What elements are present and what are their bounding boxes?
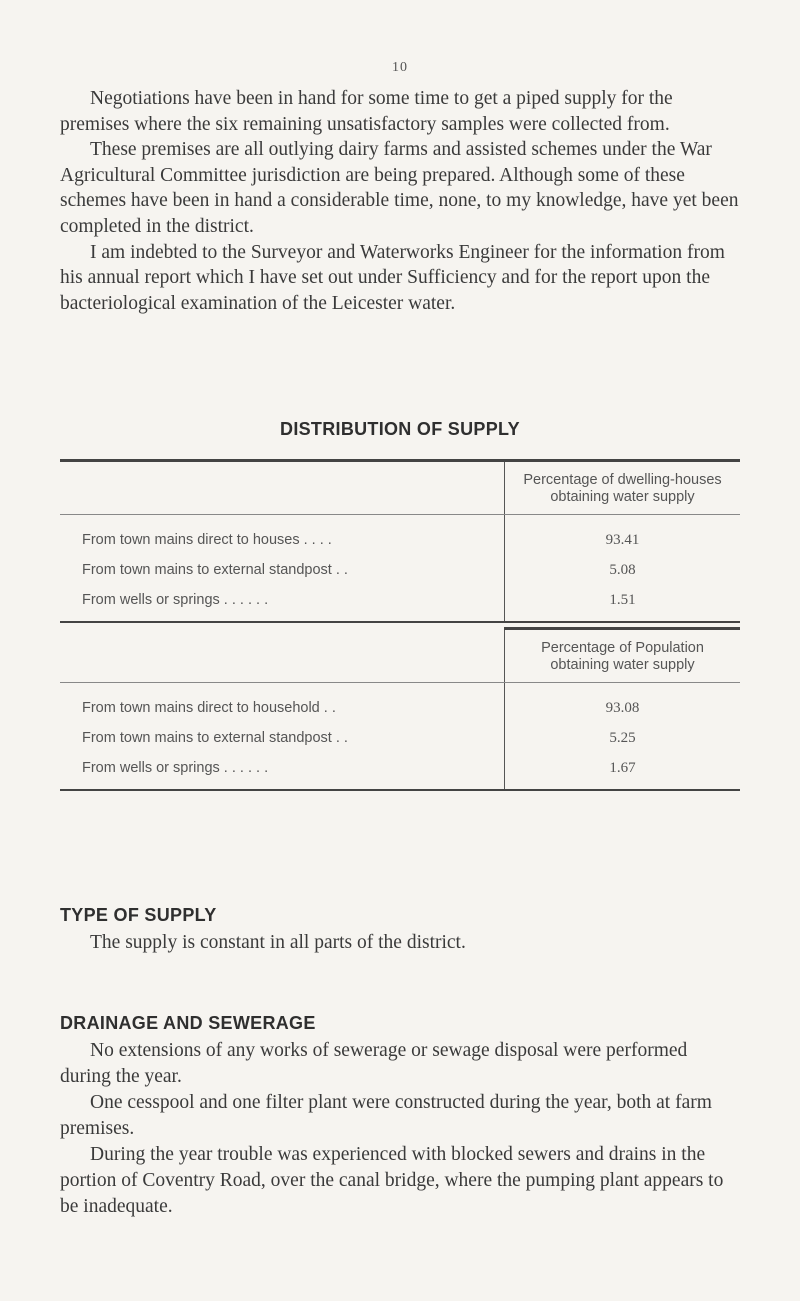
drainage-paragraph: One cesspool and one filter plant were constructed during the year, both at farm premises.: [60, 1092, 712, 1139]
dwellings-table: [60, 459, 740, 623]
row-value: 1.51: [505, 585, 741, 622]
dwellings-header: Percentage of dwelling-houses obtaining water supply: [505, 461, 741, 515]
table-row: [60, 683, 740, 724]
row-label: From wells or springs . . . . . .: [82, 760, 269, 776]
row-value: 93.08: [505, 683, 741, 724]
drainage-paragraph: No extensions of any works of sewerage or sewage disposal were performed during the year.: [60, 1040, 688, 1087]
row-value: 93.41: [505, 515, 741, 556]
distribution-heading: DISTRIBUTION OF SUPPLY: [280, 419, 520, 439]
table-row: [60, 585, 740, 622]
type-of-supply-text: The supply is constant in all parts of the district.: [90, 932, 466, 953]
empty-header-cell: [60, 629, 505, 683]
table-row: [60, 753, 740, 790]
page-number: 10: [392, 60, 408, 75]
intro-text: [60, 86, 740, 316]
intro-paragraph: These premises are all outlying dairy farms and assisted schemes under the War Agricultural Committee jurisdiction are being prepared. Although some of these schemes have been in hand a considerable time, none, to my knowledge, have yet been completed in the district.: [60, 139, 739, 237]
type-of-supply-section: [60, 902, 740, 956]
row-value: 5.08: [505, 555, 741, 585]
intro-paragraph: I am indebted to the Surveyor and Waterworks Engineer for the information from his annual report which I have set out under Sufficiency and for the report upon the bacteriological examination of the Leicester water.: [60, 241, 725, 314]
row-label: From town mains to external standpost . .: [82, 730, 348, 746]
table-row: [60, 723, 740, 753]
population-table: [60, 627, 740, 791]
drainage-section: [60, 1010, 740, 1220]
table-row: [60, 515, 740, 556]
row-label: From town mains direct to household . .: [82, 700, 336, 716]
row-value: 5.25: [505, 723, 741, 753]
row-label: From wells or springs . . . . . .: [82, 592, 269, 608]
empty-header-cell: [60, 461, 505, 515]
drainage-paragraph: During the year trouble was experienced with blocked sewers and drains in the portion of Coventry Road, over the canal bridge, where the pumping plant appears to be inadequate.: [60, 1144, 724, 1217]
row-value: 1.67: [505, 753, 741, 790]
row-label: From town mains direct to houses . . . .: [82, 532, 332, 548]
population-header: Percentage of Population obtaining water supply: [505, 629, 741, 683]
type-of-supply-heading: TYPE OF SUPPLY: [60, 905, 217, 925]
drainage-heading: DRAINAGE AND SEWERAGE: [60, 1013, 316, 1033]
row-label: From town mains to external standpost . .: [82, 562, 348, 578]
table-row: [60, 555, 740, 585]
intro-paragraph: Negotiations have been in hand for some time to get a piped supply for the premises where the six remaining unsatisfactory samples were collected from.: [60, 88, 673, 135]
